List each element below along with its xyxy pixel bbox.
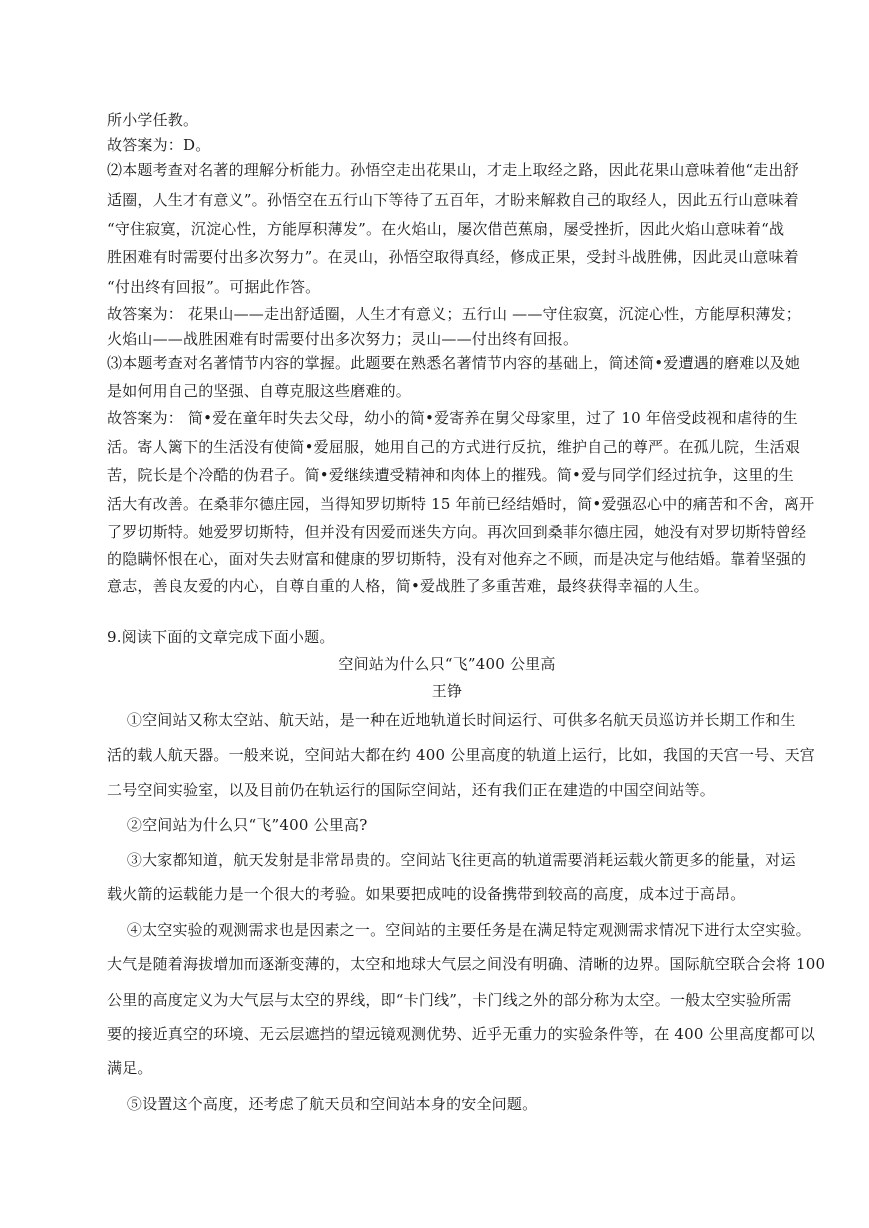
- article-title: 空间站为什么只“飞”400 公里高: [338, 655, 556, 673]
- article-author: 王铮: [431, 682, 463, 700]
- text-line: ⑶本题考查对名著情节内容的掌握。此题要在熟悉名著情节内容的基础上，简述简•爱遭遇的磨难以及她: [107, 354, 801, 372]
- text-line: 故答案为： 简•爱在童年时失去父母，幼小的简•爱寄养在舅父母家里，过了 10 年倍受歧视和虐待的生: [107, 409, 798, 427]
- paragraph-line: 要的接近真空的环境、无云层遮挡的望远镜观测优势、近乎无重力的实验条件等，在 400 公里高度都可以: [107, 1025, 815, 1043]
- text-line: 故答案为：D。: [107, 136, 211, 154]
- paragraph-line: 满足。: [107, 1059, 153, 1077]
- text-line: 是如何用自己的坚强、自尊克服这些磨难的。: [107, 382, 412, 400]
- paragraph-line: ⑤设置这个高度，还考虑了航天员和空间站本身的安全问题。: [107, 1095, 538, 1113]
- text-line: 了罗切斯特。她爱罗切斯特，但并没有因爱而迷失方向。再次回到桑菲尔德庄园，她没有对罗切斯特曾经: [107, 523, 807, 541]
- text-line: “守住寂寞，沉淀心性，方能厚积薄发”。在火焰山，屡次借芭蕉扇，屡受挫折，因此火焰山意味着“战: [107, 220, 785, 238]
- text-line: 活大有改善。在桑菲尔德庄园，当得知罗切斯特 15 年前已经结婚时，简•爱强忍心中的痛苦和不舍，离开: [107, 495, 815, 513]
- paragraph-line: 载火箭的运载能力是一个很大的考验。如果要把成吨的设备携带到较高的高度，成本过于高昂。: [107, 885, 746, 903]
- paragraph-line: ②空间站为什么只“飞”400 公里高?: [107, 816, 368, 834]
- text-line: 意志，善良友爱的内心，自尊自重的人格，简•爱战胜了多重苦难，最终获得幸福的人生。: [107, 577, 709, 595]
- text-line: 所小学任教。: [107, 111, 199, 129]
- paragraph-line: ④太空实验的观测需求也是因素之一。空间站的主要任务是在满足特定观测需求情况下进行太空实验。: [107, 921, 811, 939]
- paragraph-line: 公里的高度定义为大气层与太空的界线，即“卡门线”，卡门线之外的部分称为太空。一般太空实验所需: [107, 991, 792, 1009]
- paragraph-line: ①空间站又称太空站、航天站，是一种在近地轨道长时间运行、可供多名航天员巡访并长期工作和生: [107, 711, 796, 729]
- text-line: 火焰山——战胜困难有时需要付出多次努力；灵山——付出终有回报。: [107, 330, 579, 348]
- text-line: 活。寄人篱下的生活没有使简•爱屈服，她用自己的方式进行反抗，维护自己的尊严。在孤儿院，生活艰: [107, 438, 801, 456]
- paragraph-line: ③大家都知道，航天发射是非常昂贵的。空间站飞往更高的轨道需要消耗运载火箭更多的能量，对运: [107, 851, 796, 869]
- text-line: 苦，院长是个冷酷的伪君子。简•爱继续遭受精神和肉体上的摧残。简•爱与同学们经过抗争，这里的生: [107, 466, 794, 484]
- paragraph-line: 活的载人航天器。一般来说，空间站大都在约 400 公里高度的轨道上运行，比如，我国的天宫一号、天宫: [107, 746, 815, 764]
- paragraph-line: 二号空间实验室，以及目前仍在轨运行的国际空间站，还有我们正在建造的中国空间站等。: [107, 781, 716, 799]
- question-heading: 9.阅读下面的文章完成下面小题。: [107, 628, 335, 646]
- text-line: 故答案为： 花果山——走出舒适圈，人生才有意义；五行山 ——守住寂寞，沉淀心性，方能厚积薄发；: [107, 305, 801, 323]
- text-line: 的隐瞒怀恨在心，面对失去财富和健康的罗切斯特，没有对他弃之不顾，而是决定与他结婚。靠着坚强的: [107, 550, 807, 568]
- text-line: 胜困难有时需要付出多次努力”。在灵山，孙悟空取得真经，修成正果，受封斗战胜佛，因此灵山意味着: [107, 248, 799, 266]
- text-line: ⑵本题考查对名著的理解分析能力。孙悟空走出花果山，才走上取经之路，因此花果山意味着他“走出舒: [107, 161, 799, 179]
- paragraph-line: 大气是随着海拔增加而逐渐变薄的，太空和地球大气层之间没有明确、清晰的边界。国际航空联合会将 100: [107, 955, 826, 973]
- text-line: 适圈，人生才有意义”。孙悟空在五行山下等待了五百年，才盼来解救自己的取经人，因此五行山意味着: [107, 191, 799, 209]
- text-line: “付出终有回报”。可据此作答。: [107, 278, 321, 296]
